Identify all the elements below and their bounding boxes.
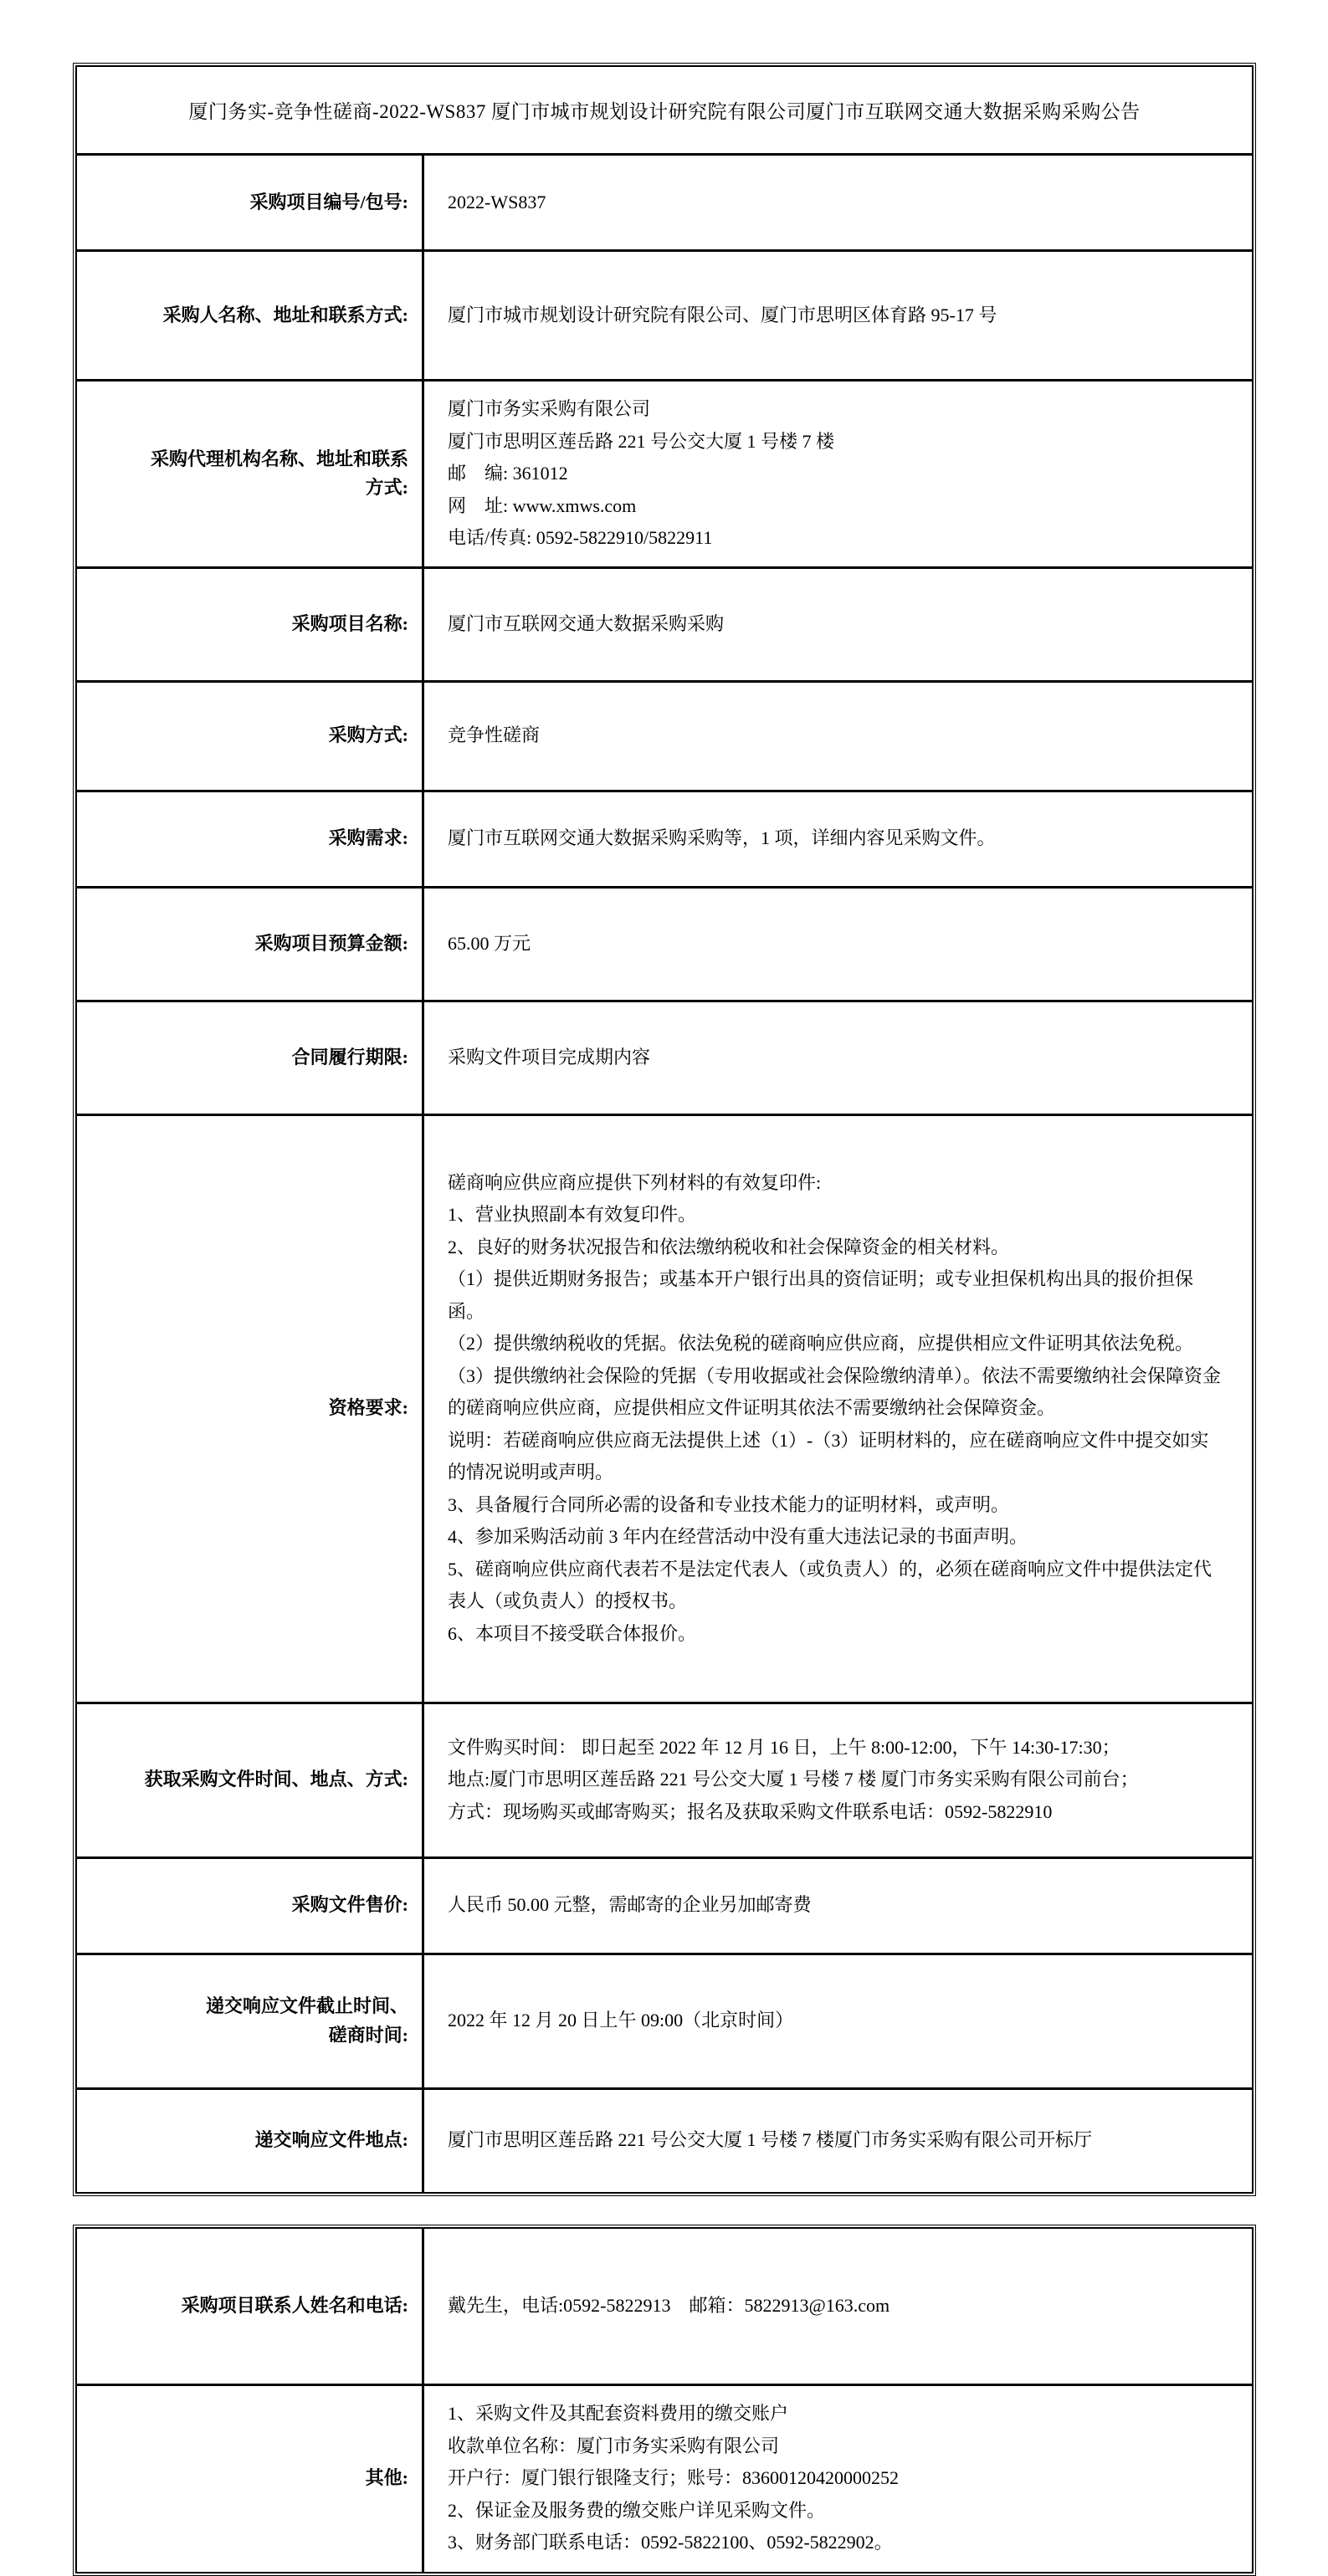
row-value: 2022 年 12 月 20 日上午 09:00（北京时间） (448, 2010, 794, 2031)
row-label: 采购项目名称: (77, 569, 424, 680)
row-label: 采购代理机构名称、地址和联系 方式: (77, 382, 424, 566)
row-value: 2022-WS837 (448, 191, 546, 213)
row-agency-info (77, 379, 1252, 566)
row-label: 资格要求: (77, 1116, 424, 1702)
row-label: 采购人名称、地址和联系方式: (77, 252, 424, 379)
row-submission-place (77, 2087, 1252, 2192)
row-purchaser-info (77, 249, 1252, 379)
row-label: 递交响应文件地点: (77, 2090, 424, 2192)
row-document-obtain-info (77, 1702, 1252, 1856)
row-value: 戴先生，电话:0592-5822913 邮箱：5822913@163.com (448, 2294, 890, 2316)
row-label: 采购项目编号/包号: (77, 156, 424, 249)
row-document-price (77, 1856, 1252, 1953)
row-value: 厦门市务实采购有限公司 厦门市思明区莲岳路 221 号公交大厦 1 号楼 7 楼 邮 编: 361012 网 址: www.xmws.com 电话/传真: 0592-5822910/5822911 (448, 398, 835, 548)
row-label: 采购项目联系人姓名和电话: (77, 2229, 424, 2384)
row-value: 竞争性磋商 (448, 725, 541, 746)
announcement-table (73, 63, 1256, 2196)
row-procurement-method (77, 680, 1252, 790)
row-qualification-requirements (77, 1114, 1252, 1702)
row-contact-person (77, 2229, 1252, 2384)
row-value: 厦门市互联网交通大数据采购采购等，1 项，详细内容见采购文件。 (448, 827, 996, 849)
row-other-info (77, 2384, 1252, 2572)
row-label: 其他: (77, 2386, 424, 2572)
row-value: 文件购买时间： 即日起至 2022 年 12 月 16 日，上午 8:00-12:00，下午 14:30-17:30； 地点:厦门市思明区莲岳路 221 号公交大厦 1 号楼 7 楼 厦门市务实采购有限公司前台； 方式：现场购买或邮寄购买；报名及获取采购文件联系电话：0592-5822910 (448, 1736, 1139, 1822)
row-value: 1、采购文件及其配套资料费用的缴交账户 收款单位名称：厦门市务实采购有限公司 开户行：厦门银行银隆支行；账号：83600120420000252 2、保证金及服务费的缴交账户详见采购文件。 3、财务部门联系电话：0592-5822100、0592-5822902。 (448, 2403, 900, 2553)
row-value: 厦门市思明区莲岳路 221 号公交大厦 1 号楼 7 楼厦门市务实采购有限公司开标厅 (448, 2129, 1093, 2151)
row-label: 采购项目预算金额: (77, 889, 424, 1000)
row-value: 磋商响应供应商应提供下列材料的有效复印件: 1、营业执照副本有效复印件。 2、良好的财务状况报告和依法缴纳税收和社会保障资金的相关材料。 （1）提供近期财务报告；或基本开户银行出具的资信证明；或专业担保机构出具的报价担保函。 （2）提供缴纳税收的凭据。依法免税的磋商响应供应商，应提供相应文件证明其依法免税。 （3）提供缴纳社会保险的凭据（专用收据或社会保险缴纳清单）。依法不需要缴纳社会保障资金的磋商响应供应商，应提供相应文件证明其依法不需要缴纳社会保障资金。 说明：若磋商响应供应商无法提供上述（1）-（3）证明材料的，应在磋商响应文件中提交如实的情况说明或声明。 3、具备履行合同所必需的设备和专业技术能力的证明材料，或声明。 4、参加采购活动前 3 年内在经营活动中没有重大违法记录的书面声明。 5、磋商响应供应商代表若不是法定代表人（或负责人）的，必须在磋商响应文件中提供法定代表人（或负责人）的授权书。 6、本项目不接受联合体报价。 (448, 1171, 1222, 1644)
row-contract-period (77, 1000, 1252, 1114)
announcement-title-row (77, 67, 1252, 153)
row-value: 65.00 万元 (448, 932, 531, 954)
row-value: 厦门市城市规划设计研究院有限公司、厦门市思明区体育路 95-17 号 (448, 304, 997, 325)
row-procurement-demand (77, 790, 1252, 886)
row-budget-amount (77, 886, 1252, 1000)
row-label: 获取采购文件时间、地点、方式: (77, 1704, 424, 1856)
row-value: 厦门市互联网交通大数据采购采购 (448, 612, 725, 634)
page-title: 厦门务实-竞争性磋商-2022-WS837 厦门市城市规划设计研究院有限公司厦门市互联网交通大数据采购采购公告 (188, 101, 1141, 122)
row-value: 采购文件项目完成期内容 (448, 1046, 651, 1068)
row-label: 合同履行期限: (77, 1002, 424, 1114)
row-project-number (77, 153, 1252, 249)
row-value: 人民币 50.00 元整，需邮寄的企业另加邮寄费 (448, 1894, 812, 1916)
row-label: 采购方式: (77, 683, 424, 790)
row-project-name (77, 566, 1252, 680)
contact-table (73, 2225, 1256, 2576)
table-gap (0, 2196, 1328, 2225)
row-label: 采购需求: (77, 792, 424, 886)
row-label: 递交响应文件截止时间、 磋商时间: (77, 1955, 424, 2087)
row-response-deadline (77, 1953, 1252, 2087)
row-label: 采购文件售价: (77, 1859, 424, 1953)
